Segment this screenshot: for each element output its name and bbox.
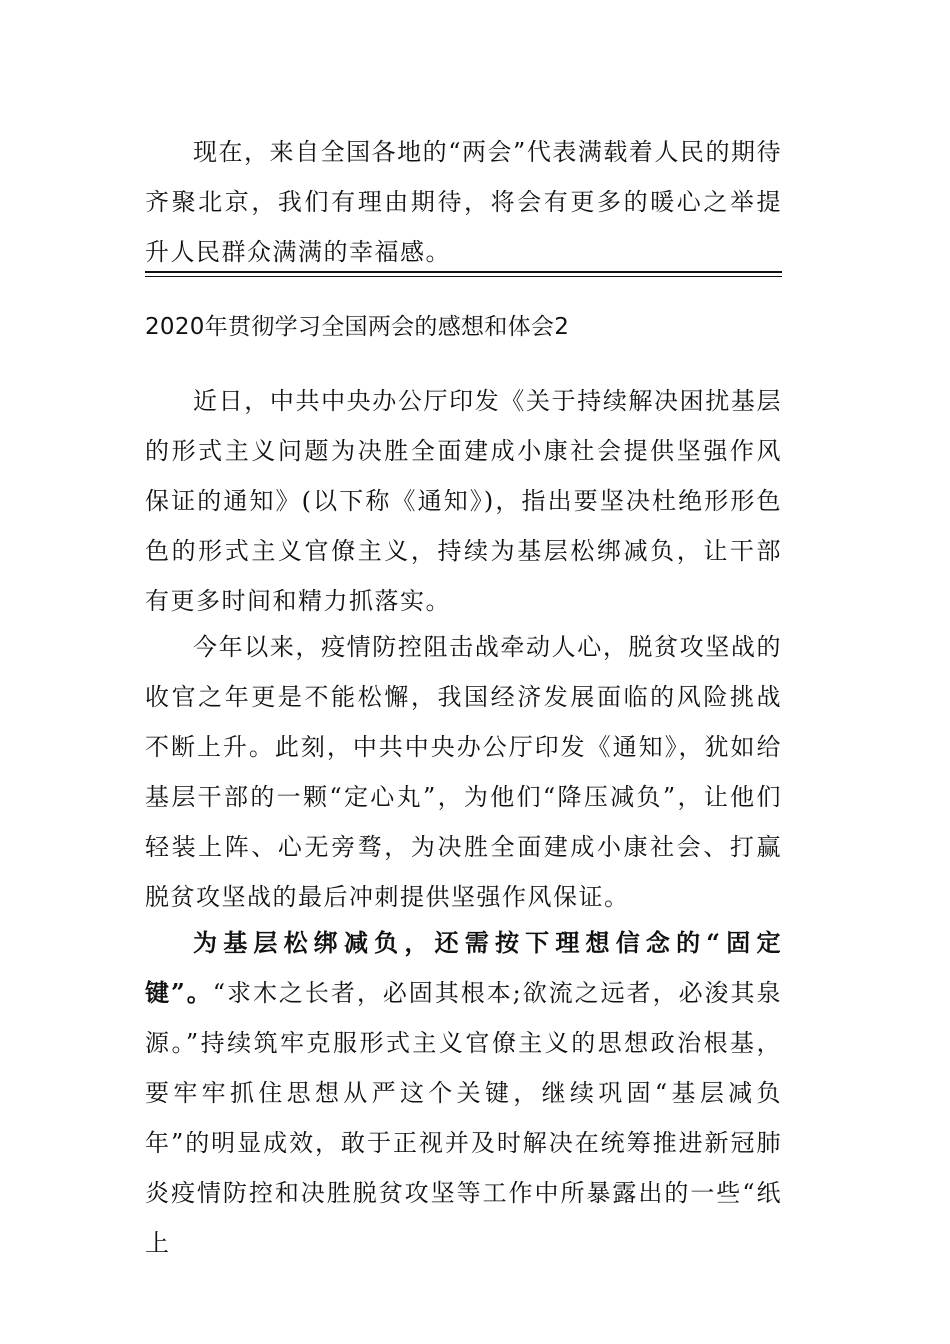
paragraph-3-lead-sentence: 为基层松绑减负，还需按下理想信念的“固定键”。 bbox=[145, 928, 782, 1007]
intro-paragraph: 现在，来自全国各地的“两会”代表满载着人民的期待齐聚北京，我们有理由期待，将会有更多的暖心之举提升人民群众满满的幸福感。 bbox=[145, 138, 782, 266]
paragraph-3-body-text: “求木之长者，必固其根本;欲流之远者，必浚其泉源。”持续筑牢克服形式主义官僚主义的思想政治根基，要牢牢抓住思想从严这个关键，继续巩固“基层减负年”的明显成效，敢于正视并及时解决在统筹推进新冠肺炎疫情防控和决胜脱贫攻坚等工作中所暴露出的一些“纸上 bbox=[145, 979, 782, 1257]
body-paragraph-3 bbox=[145, 918, 782, 1268]
body-paragraph-1: 近日，中共中央办公厅印发《关于持续解决困扰基层的形式主义问题为决胜全面建成小康社会提供坚强作风保证的通知》(以下称《通知》)，指出要坚决杜绝形形色色的形式主义官僚主义，持续为基层松绑减负，让干部有更多时间和精力抓落实。 bbox=[145, 387, 782, 615]
section-divider bbox=[145, 271, 782, 277]
section-title: 2020年贯彻学习全国两会的感想和体会2 bbox=[145, 314, 570, 340]
body-paragraph-2: 今年以来，疫情防控阻击战牵动人心，脱贫攻坚战的收官之年更是不能松懈，我国经济发展面临的风险挑战不断上升。此刻，中共中央办公厅印发《通知》，犹如给基层干部的一颗“定心丸”，为他们“降压减负”，让他们轻装上阵、心无旁骛，为决胜全面建成小康社会、打赢脱贫攻坚战的最后冲刺提供坚强作风保证。 bbox=[145, 633, 782, 911]
divider-thick-line bbox=[145, 271, 782, 273]
divider-thin-line bbox=[145, 276, 782, 277]
